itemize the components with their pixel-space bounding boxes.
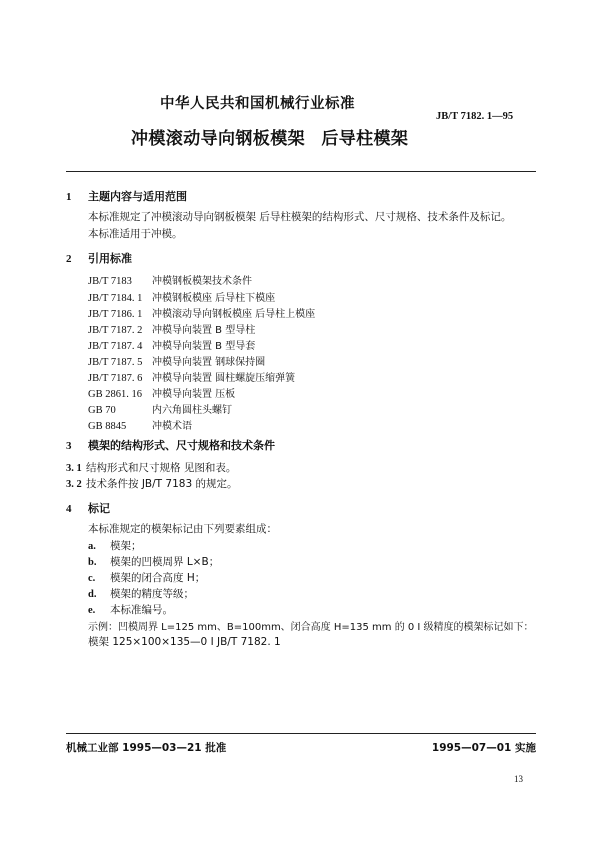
subsection-number: 3. 2: [66, 479, 82, 490]
reference-row: [88, 337, 255, 352]
issuing-body: 中华人民共和国机械行业标准: [160, 96, 355, 112]
item-marker: c.: [88, 573, 96, 584]
reference-title: 冲模术语: [152, 421, 192, 432]
marking-item: [88, 602, 173, 617]
section-2-heading: [66, 250, 132, 266]
item-marker: b.: [88, 557, 97, 568]
marking-example: 示例：凹模周界 L=125 mm、B=100mm、闭合高度 H=135 mm 的 0 I 级精度的模架标记如下：: [88, 622, 534, 633]
marking-example-result: 模架 125×100×135—0 I JB/T 7182. 1: [88, 636, 281, 648]
marking-item: [88, 554, 219, 569]
section-title: 模架的结构形式、尺寸规格和技术条件: [88, 439, 275, 452]
reference-title: 冲模导向装置 圆柱螺旋压缩弹簧: [152, 373, 296, 384]
reference-code: GB 8845: [88, 421, 127, 432]
section-4-heading: [66, 500, 110, 516]
reference-row: [88, 272, 252, 287]
section-number: 4: [66, 503, 72, 515]
item-marker: a.: [88, 541, 96, 552]
reference-code: JB/T 7187. 2: [88, 325, 143, 336]
section-title: 标记: [88, 502, 110, 515]
approval-date: 机械工业部 1995—03—21 批准: [66, 742, 227, 754]
reference-code: GB 70: [88, 405, 116, 416]
page-number: 13: [514, 774, 523, 784]
footer-rule: [66, 733, 536, 734]
subsection-text: 结构形式和尺寸规格 见图和表。: [86, 462, 237, 474]
reference-row: [88, 401, 232, 416]
reference-code: JB/T 7187. 5: [88, 357, 143, 368]
item-text: 本标准编号。: [110, 604, 173, 616]
subsection-3-1: [66, 460, 236, 475]
section-title: 引用标准: [88, 252, 132, 265]
reference-title: 冲模导向装置 钢球保持圈: [152, 357, 266, 368]
marking-item: [88, 586, 194, 601]
reference-title: 冲模钢板模架技术条件: [152, 276, 252, 287]
reference-title: 冲模导向装置 压板: [152, 389, 236, 400]
section-title: 主题内容与适用范围: [88, 190, 187, 203]
reference-code: JB/T 7184. 1: [88, 293, 143, 304]
reference-code: JB/T 7186. 1: [88, 309, 143, 320]
reference-title: 内六角圆柱头螺钉: [152, 405, 232, 416]
implementation-date: 1995—07—01 实施: [431, 742, 536, 754]
header-rule: [66, 171, 536, 172]
section-3-heading: [66, 437, 275, 453]
section-1-paragraph-2: 本标准适用于冲模。: [88, 228, 183, 240]
reference-title: 冲模导向装置 B 型导套: [152, 341, 256, 352]
item-text: 模架的精度等级；: [110, 588, 194, 600]
reference-title: 冲模导向装置 B 型导柱: [152, 325, 256, 336]
marking-item: [88, 570, 205, 585]
item-text: 模架；: [110, 540, 142, 552]
section-number: 3: [66, 440, 72, 452]
section-number: 1: [66, 191, 72, 203]
marking-intro: 本标准规定的模架标记由下列要素组成：: [88, 523, 277, 535]
section-1-paragraph-1: 本标准规定了冲模滚动导向钢板模架 后导柱模架的结构形式、尺寸规格、技术条件及标记。: [88, 211, 512, 223]
reference-row: [88, 321, 255, 336]
reference-row: [88, 289, 275, 304]
subsection-number: 3. 1: [66, 463, 82, 474]
reference-row: [88, 353, 265, 368]
subsection-text: 技术条件按 JB/T 7183 的规定。: [86, 478, 238, 490]
item-text: 模架的凹模周界 L×B；: [110, 556, 220, 568]
reference-code: JB/T 7187. 6: [88, 373, 143, 384]
reference-title: 冲模滚动导向钢板模座 后导柱上模座: [152, 309, 316, 320]
item-text: 模架的闭合高度 H；: [110, 572, 206, 584]
section-number: 2: [66, 253, 72, 265]
item-marker: e.: [88, 605, 96, 616]
reference-row: [88, 417, 192, 432]
document-title: 冲模滚动导向钢板模架 后导柱模架: [131, 129, 409, 149]
reference-code: JB/T 7187. 4: [88, 341, 143, 352]
reference-row: [88, 369, 295, 384]
standard-number: JB/T 7182. 1—95: [436, 111, 514, 122]
reference-row: [88, 305, 315, 320]
marking-item: [88, 538, 142, 553]
subsection-3-2: [66, 476, 238, 491]
item-marker: d.: [88, 589, 97, 600]
reference-row: [88, 385, 235, 400]
section-1-heading: [66, 188, 187, 204]
reference-code: JB/T 7183: [88, 276, 132, 287]
reference-title: 冲模钢板模座 后导柱下模座: [152, 293, 276, 304]
reference-code: GB 2861. 16: [88, 389, 142, 400]
